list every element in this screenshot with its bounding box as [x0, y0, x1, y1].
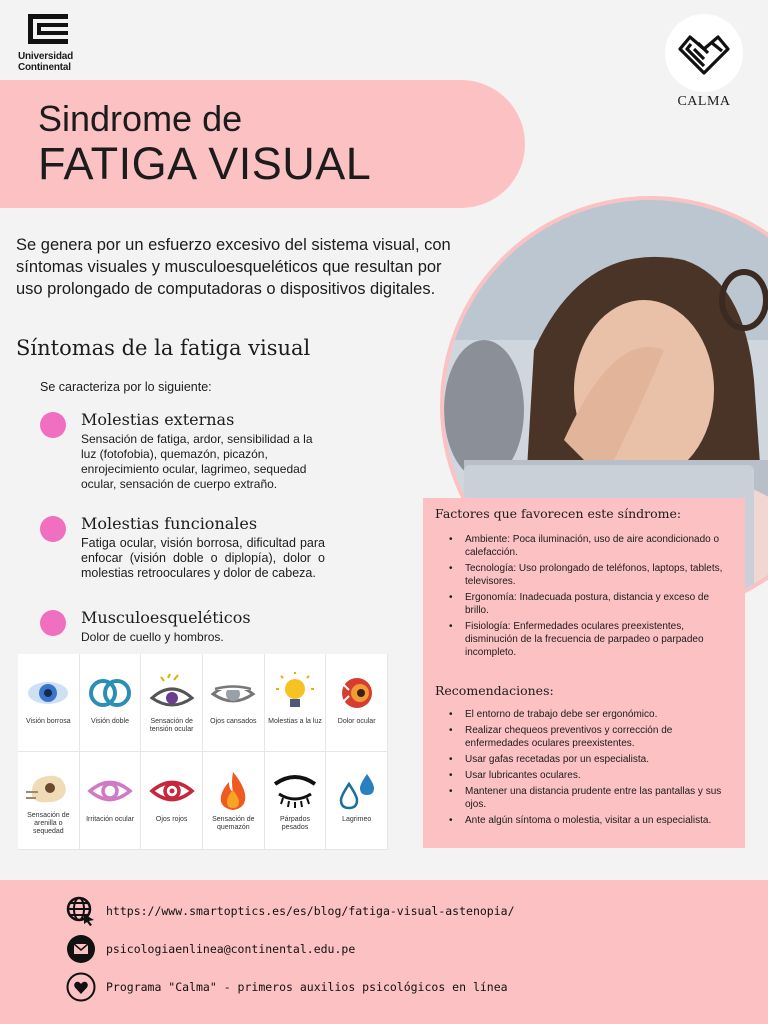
icon-cell — [141, 752, 203, 850]
icon-cell — [18, 654, 80, 752]
symptom-text: Sensación de fatiga, ardor, sensibilidad a la luz (fotofobia), quemazón, picazón, enrojecimiento ocular, lagrimeo, sequedad ocular, sensación de cuerpo extraño. — [81, 432, 313, 491]
list-item: • Tecnología: Uso prolongado de teléfonos, laptops, tablets, televisores. — [449, 562, 733, 588]
icon-label: Molestias a la luz — [268, 717, 322, 725]
symptom-text: Dolor de cuello y hombros. — [81, 630, 224, 644]
blurry-eye-icon — [24, 672, 72, 714]
mail-icon — [66, 934, 96, 964]
bullet-dot — [40, 412, 66, 438]
list-item: • Ergonomía: Inadecuada postura, distancia y exceso de brillo. — [449, 591, 733, 617]
university-logo — [18, 12, 98, 73]
double-vision-icon — [86, 672, 134, 714]
heart-icon — [66, 972, 96, 1002]
red-eye-icon — [148, 770, 196, 812]
symptom-heading: Molestias externas — [81, 410, 235, 429]
icon-label: Lagrimeo — [342, 815, 372, 823]
calma-name: CALMA — [677, 94, 731, 109]
footer-program-text: Programa "Calma" - primeros auxilios psicológicos en línea — [106, 980, 508, 994]
sand-icon — [24, 766, 72, 808]
list-item: • Usar gafas recetadas por un especialista. — [449, 753, 733, 766]
symptoms-title: Síntomas de la fatiga visual — [16, 336, 311, 360]
list-item: • Realizar chequeos preventivos y corrección de enfermedades oculares preexistentes. — [449, 724, 733, 750]
list-item: • Mantener una distancia prudente entre las pantallas y sus ojos. — [449, 785, 733, 811]
factors-title: Factores que favorecen este síndrome: — [435, 506, 682, 521]
recommendations-title: Recomendaciones: — [435, 683, 554, 698]
symptom-heading: Musculoesqueléticos — [81, 608, 251, 627]
list-item: • El entorno de trabajo debe ser ergonómico. — [449, 708, 733, 721]
intro-paragraph: Se genera por un esfuerzo excesivo del sistema visual, con síntomas visuales y musculoesqueléticos que resultan por uso prolongado de computadoras o dispositivos digitales. — [16, 236, 451, 298]
tired-eye-icon — [209, 672, 257, 714]
symptom-icons-grid — [18, 654, 388, 850]
icon-cell — [326, 654, 388, 752]
list-item: • Ambiente: Poca iluminación, uso de aire acondicionado o calefacción. — [449, 533, 733, 559]
footer-program-row — [66, 972, 508, 1002]
eye-strain-icon — [148, 672, 196, 714]
bullet-dot — [40, 516, 66, 542]
university-name-line1: Universidad — [18, 51, 74, 62]
icon-label: Irritación ocular — [86, 815, 134, 823]
icon-cell — [80, 654, 142, 752]
symptom-text: Fatiga ocular, visión borrosa, dificultad para enfocar (visión doble o diplopía), dolor o molestias retrooculares y dolor de cabeza. — [81, 536, 325, 580]
tear-drops-icon — [333, 770, 381, 812]
icon-label: Sensación de arenilla o sequedad — [27, 811, 70, 835]
icon-cell — [203, 752, 265, 850]
heavy-eyelid-icon — [271, 770, 319, 812]
university-name-line2: Continental — [18, 62, 71, 73]
icon-label: Ojos cansados — [210, 717, 257, 725]
recommendations-list — [449, 708, 733, 827]
footer-email-row[interactable] — [66, 934, 355, 964]
icon-label: Párpados pesados — [280, 815, 310, 831]
icon-cell — [141, 654, 203, 752]
icon-label: Sensación de tensión ocular — [149, 717, 194, 733]
list-item: • Usar lubricantes oculares. — [449, 769, 733, 782]
icon-cell — [80, 752, 142, 850]
icon-label: Visión doble — [90, 717, 129, 725]
symptom-heading: Molestias funcionales — [81, 514, 258, 533]
globe-cursor-icon — [66, 896, 96, 926]
footer — [0, 880, 768, 1024]
icon-cell — [18, 752, 80, 850]
icon-cell — [265, 654, 327, 752]
flame-icon — [209, 770, 257, 812]
symptoms-subtitle: Se caracteriza por lo siguiente: — [40, 380, 212, 394]
bullet-dot — [40, 610, 66, 636]
heart-stripes-icon — [674, 29, 734, 77]
eye-pain-icon — [333, 672, 381, 714]
footer-email-link[interactable]: psicologiaenlinea@continental.edu.pe — [106, 942, 356, 956]
icon-cell — [265, 752, 327, 850]
icon-label: Dolor ocular — [337, 717, 376, 725]
list-item: • Ante algún síntoma o molestia, visitar a un especialista. — [449, 814, 733, 827]
footer-url-row[interactable] — [66, 896, 515, 926]
calma-logo-disc — [665, 14, 743, 92]
university-mark-icon — [26, 12, 70, 46]
icon-cell — [326, 752, 388, 850]
page-title-line2: FATIGA VISUAL — [38, 138, 372, 189]
footer-url-link[interactable]: https://www.smartoptics.es/es/blog/fatiga-visual-astenopia/ — [106, 904, 515, 918]
list-item: • Fisiología: Enfermedades oculares preexistentes, disminución de la frecuencia de parpadeo o parpadeo incompleto. — [449, 620, 733, 659]
factors-list — [449, 533, 733, 659]
icon-cell — [203, 654, 265, 752]
calma-logo — [664, 14, 744, 110]
light-bulb-icon — [271, 672, 319, 714]
icon-label: Ojos rojos — [155, 815, 188, 823]
icon-label: Sensación de quemazón — [212, 815, 255, 831]
icon-label: Visión borrosa — [26, 717, 71, 725]
page-title-line1: Sindrome de — [38, 98, 243, 139]
irritated-eye-icon — [86, 770, 134, 812]
factors-panel — [423, 498, 745, 848]
